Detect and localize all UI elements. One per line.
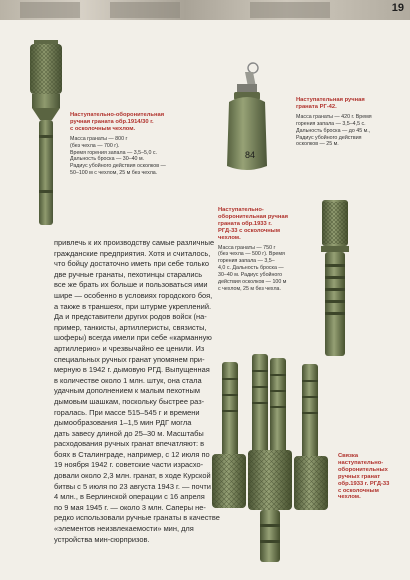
caption-spec-line: горения запала — 3,5–4,5 с. <box>296 120 366 127</box>
body-text-line: «элементов неизвлекаемости» мин, для <box>54 524 194 534</box>
caption-spec-line: Масса гранаты — 800 г <box>70 135 128 142</box>
body-text-line: артиллерию» и чрезвычайно ее ценили. Из <box>54 343 205 353</box>
body-text-line: в количестве около 1 млн. штук, она стала <box>54 375 202 385</box>
header-photo-strip <box>0 0 410 20</box>
caption-spec-line: (без чехла — 700 г). <box>70 142 120 149</box>
body-text-line: довали около 2,3 млн. гранат, в ходе Курской <box>54 471 211 481</box>
body-text-line: две ручные гранаты, пехотинцы старались <box>54 269 203 279</box>
body-text-line: а также в траншеях, при штурме укреплений. <box>54 301 212 311</box>
grenade-rgd33-illustration <box>314 200 356 360</box>
caption-title-line: РГД-33 с осколочным <box>218 227 280 234</box>
caption-spec-line: Радиус убойного действия осколков — <box>70 163 166 170</box>
grenade-rg42-illustration <box>223 62 271 174</box>
caption-title-line: чехлом. <box>338 494 361 501</box>
body-text-line: расходования ручных гранат впечатляют: в <box>54 439 205 449</box>
caption-spec-line: Масса гранаты — 420 г. Время <box>296 113 372 120</box>
caption-title-line: наступательно- <box>338 459 384 466</box>
body-text-line: битвы с 5 июля по 23 августа 1943 г. — почти <box>54 481 211 491</box>
body-text-line: специальных ручных гранат упомянем при- <box>54 354 205 364</box>
body-text-line: что бойцу достаточно иметь при себе только <box>54 259 209 269</box>
rg42-marking: 84 <box>245 150 256 160</box>
caption-bundle <box>338 453 389 501</box>
caption-title-line: Связка <box>338 453 359 459</box>
caption-spec-line: (без чехла — 500 г). Время <box>218 251 285 258</box>
tank-silhouette <box>20 2 80 18</box>
body-text-line: по 9 мая 1945 г. — около 3 млн. Саперы не- <box>54 502 206 512</box>
caption-spec-line: Дальность броска — до 45 м., <box>296 127 371 134</box>
caption-spec-line: горения запала — 3,5– <box>218 258 275 265</box>
body-text-line: горалась. При массе 515–545 г и времени <box>54 407 200 417</box>
caption-title-line: с осколочным <box>338 487 379 494</box>
caption-spec-line: Масса гранаты — 750 г <box>218 244 276 251</box>
caption-title-line: оборонительных <box>338 466 388 473</box>
body-text-line: мерную в 1942 г. дымовую РГД. Выпущенная <box>54 365 210 375</box>
grenade-1914-30-illustration <box>26 40 66 230</box>
body-text-line: гражданские предприятия. Хотя и считалось, <box>54 248 211 258</box>
body-text-line: привлечь к их производству самые различные <box>54 238 215 247</box>
body-text-line: дымообразования 1–1,5 мин РДГ могла <box>54 418 192 428</box>
caption-title-line: Наступательно- <box>218 207 264 213</box>
caption-spec-line: Дальность броска — 30–40 м. <box>70 156 145 163</box>
body-text-line: редко использовали ручные гранаты в качестве <box>54 513 220 523</box>
body-text-line: боях в Сталинграде, например, с 12 июля по <box>54 449 210 459</box>
caption-spec-line: осколков — 25 м. <box>296 141 339 148</box>
caption-title-line: граната обр.1933 г. <box>218 220 272 227</box>
body-text-line: удачным дополнением к малым пехотным <box>54 386 200 396</box>
caption-title-line: Наступательно-оборонительная <box>70 112 165 118</box>
body-text-line: 19 ноября 1942 г. советские части израсхо- <box>54 460 204 470</box>
caption-spec-line: Время горения запала — 3,5–5,0 с. <box>70 149 158 156</box>
caption-title-line: обр.1933 г. РГД-33 <box>338 480 390 487</box>
caption-title-line: чехлом. <box>218 234 241 241</box>
caption-spec-line: 30–40 м. Радиус убойного <box>218 272 283 279</box>
caption-grenade-1914 <box>70 112 166 177</box>
page-number: 19 <box>391 2 404 14</box>
body-text-line: дымовым шашкам, поскольку быстрее раз- <box>54 396 205 406</box>
caption-grenade-rg42 <box>296 97 372 148</box>
body-text-line: шире — особенно в условиях городского боя, <box>54 290 213 300</box>
caption-title-line: оборонительная ручная <box>218 213 288 220</box>
caption-title-line: Наступательная ручная <box>296 97 365 103</box>
vehicle-silhouette <box>250 2 330 18</box>
caption-spec-line: действия осколков — 100 м <box>218 279 287 286</box>
caption-spec-line: с чехлом, 25 м без чехла. <box>218 285 281 292</box>
caption-spec-line: 50–100 м с чехлом, 25 м без чехла. <box>70 170 158 177</box>
body-text-line: все же брать их больше и пользоваться ими <box>54 280 208 290</box>
caption-title-line: ручная граната обр.1914/30 г. <box>70 118 154 125</box>
caption-spec-line: 4,0 с. Дальность броска — <box>218 265 284 272</box>
soldiers-silhouette <box>110 2 180 18</box>
caption-title-line: ручных гранат <box>338 473 381 480</box>
body-text-line: 4 млн., в Берлинской операции с 16 апреля <box>54 492 205 502</box>
grenade-bundle-illustration <box>204 354 344 564</box>
body-text-line: Да и представители других родов войск (на- <box>54 312 207 322</box>
body-text-line: пример, танкисты, артиллеристы, связисты, <box>54 322 207 332</box>
body-text-line: дать завесу длиной до 25–30 м. Масштабы <box>54 428 204 438</box>
caption-title-line: с осколочным чехлом. <box>70 125 136 132</box>
caption-spec-line: Радиус убойного действия <box>296 134 362 141</box>
body-text-line: устройства мин-сюрпризов. <box>54 534 150 544</box>
body-text-line: шоферы) всегда имели при себе «карманную <box>54 333 212 343</box>
caption-title-line: граната РГ-42. <box>296 103 337 110</box>
